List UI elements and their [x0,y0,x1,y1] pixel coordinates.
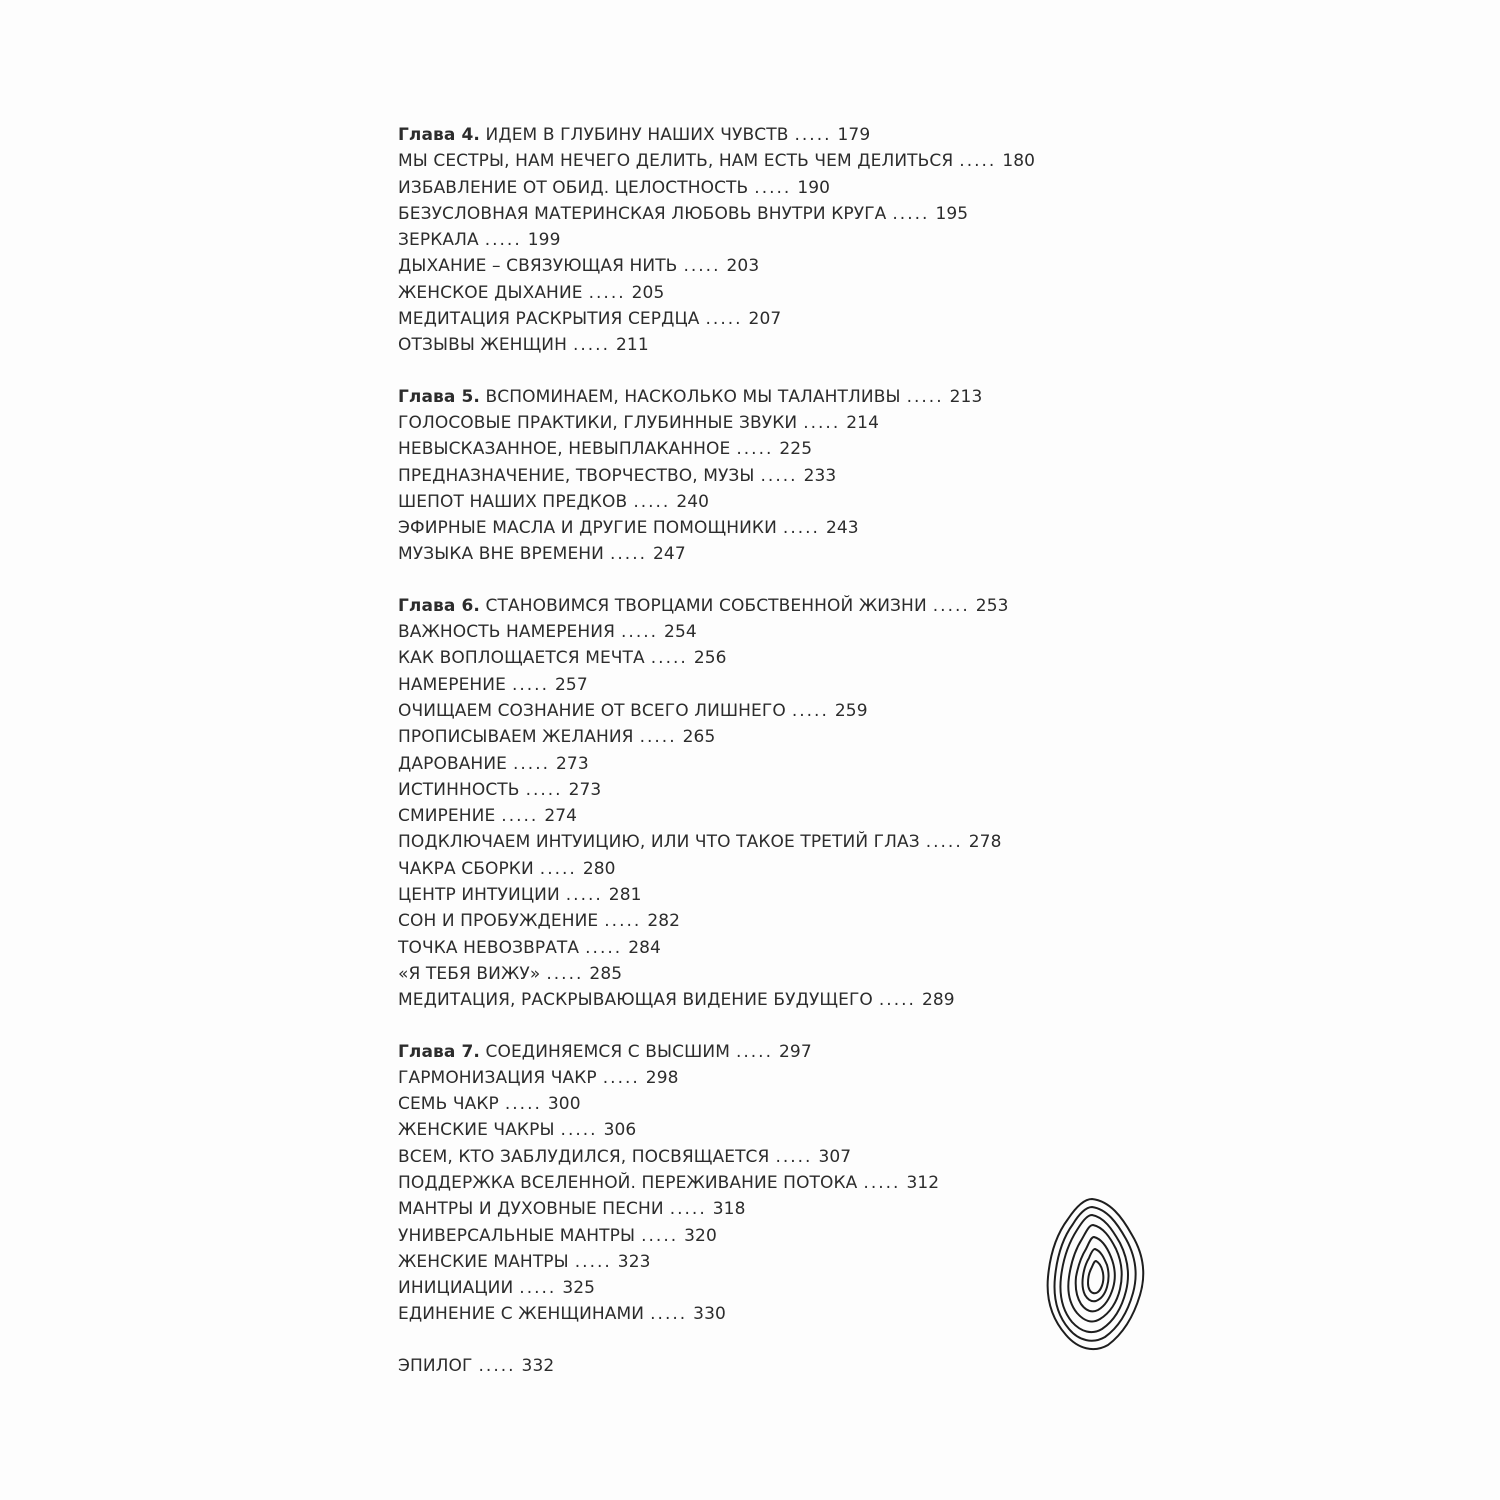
entry-title: ГАРМОНИЗАЦИЯ ЧАКР [398,1067,597,1088]
entry-title: НЕВЫСКАЗАННОЕ, НЕВЫПЛАКАННОЕ [398,439,731,460]
entry-title: ЕДИНЕНИЕ С ЖЕНЩИНАМИ [398,1304,645,1325]
dot-leader: ..... [650,648,688,669]
dot-leader: ..... [878,990,916,1011]
toc-entry [398,987,1158,1013]
dot-leader: ..... [650,1304,688,1325]
page-number: 312 [906,1172,940,1193]
dot-leader: ..... [602,1067,640,1088]
entry-title: ИДЕМ В ГЛУБИНУ НАШИХ ЧУВСТВ [485,125,789,145]
toc-entry [398,645,1158,671]
toc-entry [398,724,1158,750]
entry-title: ЧАКРА СБОРКИ [398,858,534,879]
dot-leader: ..... [683,256,721,277]
page-number: 259 [834,700,868,721]
page-number: 282 [647,911,681,932]
epilogue-entry [398,1353,1158,1379]
page-number: 190 [797,177,831,198]
page-number: 330 [693,1304,726,1325]
page-number: 199 [527,230,561,251]
dot-leader: ..... [565,885,603,906]
dot-leader: ..... [511,674,549,695]
dot-leader: ..... [925,832,963,853]
toc-entry [398,908,1158,934]
entry-title: ИНИЦИАЦИИ [398,1278,514,1299]
toc-entry [398,1170,1158,1196]
chapter-label: Глава 6. [398,595,480,616]
dot-leader: ..... [803,412,841,433]
entry-title: СЕМЬ ЧАКР [398,1094,499,1115]
entry-title: ОЧИЩАЕМ СОЗНАНИЕ ОТ ВСЕГО ЛИШНЕГО [398,700,786,721]
dot-leader: ..... [574,1251,612,1272]
page-number: 233 [803,465,837,486]
chapter-spacer [398,568,1158,593]
toc-entry [398,332,1158,358]
page-number: 274 [544,806,578,827]
chapter-label: Глава 4. [398,125,480,145]
dot-leader: ..... [794,125,832,145]
entry-title: СОЕДИНЯЕМСЯ С ВЫСШИМ [485,1041,730,1062]
entry-title: ВСЕМ, КТО ЗАБЛУДИЛСЯ, ПОСВЯЩАЕТСЯ [398,1146,770,1167]
toc-entry [398,882,1158,908]
entry-title: МЫ СЕСТРЫ, НАМ НЕЧЕГО ДЕЛИТЬ, НАМ ЕСТЬ ЧЕМ ДЕЛИТЬСЯ [398,151,954,172]
toc-entry [398,961,1158,987]
dot-leader: ..... [669,1199,707,1220]
toc-entry [398,463,1158,489]
dot-leader: ..... [782,518,820,539]
entry-title: ПРОПИСЫВАЕМ ЖЕЛАНИЯ [398,727,634,748]
entry-title: ОТЗЫВЫ ЖЕНЩИН [398,335,567,356]
dot-leader: ..... [791,700,829,721]
dot-leader: ..... [588,282,626,303]
entry-title: ШЕПОТ НАШИХ ПРЕДКОВ [398,491,628,512]
entry-title: СТАНОВИМСЯ ТВОРЦАМИ СОБСТВЕННОЙ ЖИЗНИ [485,595,927,616]
page-number: 289 [921,990,955,1011]
page-number: 253 [975,595,1009,616]
page-number: 213 [949,386,983,407]
page-number: 179 [837,125,871,145]
entry-title: МЕДИТАЦИЯ РАСКРЫТИЯ СЕРДЦА [398,309,700,330]
dot-leader: ..... [484,230,522,251]
entry-title: УНИВЕРСАЛЬНЫЕ МАНТРЫ [398,1225,636,1246]
dot-leader: ..... [572,335,610,356]
toc-entry [398,175,1158,201]
page-number: 273 [556,753,589,774]
entry-title: ПРЕДНАЗНАЧЕНИЕ, ТВОРЧЕСТВО, МУЗЫ [398,465,755,486]
dot-leader: ..... [539,858,577,879]
dot-leader: ..... [906,386,944,407]
toc-entry [398,619,1158,645]
dot-leader: ..... [775,1146,813,1167]
page-number: 243 [825,518,859,539]
entry-title: ДЫХАНИЕ – СВЯЗУЮЩАЯ НИТЬ [398,256,678,277]
toc-entry [398,1144,1158,1170]
entry-title: ПОДКЛЮЧАЕМ ИНТУИЦИЮ, ИЛИ ЧТО ТАКОЕ ТРЕТИЙ ГЛАЗ [398,832,920,853]
toc-entry [398,436,1158,462]
toc-entry [398,1065,1158,1091]
page-number: 298 [645,1067,679,1088]
toc-entry [398,777,1158,803]
page-number: 307 [818,1146,852,1167]
toc-entry [398,515,1158,541]
dot-leader: ..... [519,1278,557,1299]
dot-leader: ..... [525,779,563,800]
chapter-label: Глава 7. [398,1041,480,1062]
toc-entry [398,306,1158,332]
entry-title: СМИРЕНИЕ [398,806,496,827]
entry-title: ИСТИННОСТЬ [398,779,520,800]
toc-entry [398,227,1158,253]
page-number: 323 [617,1251,651,1272]
entry-title: ЦЕНТР ИНТУИЦИИ [398,885,560,906]
entry-title: ЖЕНСКИЕ МАНТРЫ [398,1251,569,1272]
page-number: 203 [726,256,760,277]
table-of-contents [398,122,1158,1379]
entry-title: ГОЛОСОВЫЕ ПРАКТИКИ, ГЛУБИННЫЕ ЗВУКИ [398,412,798,433]
page-number: 280 [582,858,616,879]
page-number: 318 [712,1199,746,1220]
page-number: 195 [935,203,969,224]
toc-entry [398,541,1158,567]
dot-leader: ..... [705,309,743,330]
page-number: 205 [631,282,665,303]
page-number: 325 [562,1278,596,1299]
page-number: 332 [521,1355,555,1376]
page-number: 273 [568,779,602,800]
dot-leader: ..... [585,937,623,958]
dot-leader: ..... [754,177,792,198]
toc-entry [398,1117,1158,1143]
dot-leader: ..... [604,911,642,932]
toc-entry [398,935,1158,961]
page-number: 225 [779,439,813,460]
entry-title: ЖЕНСКОЕ ДЫХАНИЕ [398,282,583,303]
page-number: 247 [653,544,686,565]
toc-entry [398,253,1158,279]
entry-title: СОН И ПРОБУЖДЕНИЕ [398,911,599,932]
page-number: 300 [547,1094,581,1115]
toc-entry [398,410,1158,436]
toc-entry [398,489,1158,515]
dot-leader: ..... [560,1120,598,1141]
dot-leader: ..... [959,151,997,172]
dot-leader: ..... [760,465,798,486]
toc-entry [398,201,1158,227]
dot-leader: ..... [641,1225,679,1246]
entry-title: НАМЕРЕНИЕ [398,674,506,695]
page-number: 278 [968,832,1002,853]
entry-title: ЗЕРКАЛА [398,230,479,251]
dot-leader: ..... [633,491,671,512]
page-number: 207 [748,309,782,330]
page-number: 257 [555,674,588,695]
dot-leader: ..... [932,595,970,616]
dot-leader: ..... [478,1355,516,1376]
page-number: 306 [603,1120,637,1141]
toc-entry [398,803,1158,829]
dot-leader: ..... [504,1094,542,1115]
dot-leader: ..... [501,806,539,827]
entry-title: ЖЕНСКИЕ ЧАКРЫ [398,1120,555,1141]
page-number: 240 [676,491,710,512]
chapter-heading [398,384,1158,410]
toc-entry [398,672,1158,698]
entry-title: ПОДДЕРЖКА ВСЕЛЕННОЙ. ПЕРЕЖИВАНИЕ ПОТОКА [398,1172,858,1193]
dot-leader: ..... [621,622,659,643]
entry-title: ЭПИЛОГ [398,1355,473,1376]
chapter-heading [398,1039,1158,1065]
entry-title: ИЗБАВЛЕНИЕ ОТ ОБИД. ЦЕЛОСТНОСТЬ [398,177,749,198]
page-number: 297 [779,1041,812,1062]
chapter-spacer [398,1014,1158,1039]
dot-leader: ..... [639,727,677,748]
entry-title: ТОЧКА НЕВОЗВРАТА [398,937,580,958]
page-number: 320 [684,1225,717,1246]
entry-title: ЭФИРНЫЕ МАСЛА И ДРУГИЕ ПОМОЩНИКИ [398,518,777,539]
entry-title: ВСПОМИНАЕМ, НАСКОЛЬКО МЫ ТАЛАНТЛИВЫ [485,386,901,407]
dot-leader: ..... [546,963,584,984]
entry-title: ВАЖНОСТЬ НАМЕРЕНИЯ [398,622,616,643]
page-number: 211 [616,335,649,356]
page-number: 256 [693,648,727,669]
page-number: 254 [664,622,697,643]
toc-entry [398,856,1158,882]
toc-entry [398,280,1158,306]
dot-leader: ..... [892,203,930,224]
page-number: 285 [589,963,623,984]
dot-leader: ..... [735,1041,773,1062]
entry-title: МЕДИТАЦИЯ, РАСКРЫВАЮЩАЯ ВИДЕНИЕ БУДУЩЕГО [398,990,873,1011]
entry-title: БЕЗУСЛОВНАЯ МАТЕРИНСКАЯ ЛЮБОВЬ ВНУТРИ КРУГА [398,203,887,224]
chapter-label: Глава 5. [398,386,480,407]
entry-title: МАНТРЫ И ДУХОВНЫЕ ПЕСНИ [398,1199,664,1220]
dot-leader: ..... [512,753,551,774]
page-number: 284 [628,937,661,958]
toc-entry [398,1091,1158,1117]
chapter-spacer [398,359,1158,384]
page-number: 265 [682,727,716,748]
agate-slice-icon [1040,1195,1148,1353]
toc-entry [398,698,1158,724]
entry-title: МУЗЫКА ВНЕ ВРЕМЕНИ [398,544,604,565]
entry-title: «Я ТЕБЯ ВИЖУ» [398,963,541,984]
page-number: 180 [1002,151,1036,172]
chapter-heading [398,593,1158,619]
toc-entry [398,829,1158,855]
chapter-heading [398,122,1158,148]
toc-entry [398,148,1158,174]
entry-title: КАК ВОПЛОЩАЕТСЯ МЕЧТА [398,648,645,669]
toc-entry [398,751,1158,777]
page-number: 281 [608,885,642,906]
dot-leader: ..... [863,1172,901,1193]
entry-title: ДАРОВАНИЕ [398,753,507,774]
dot-leader: ..... [609,544,648,565]
page-number: 214 [846,412,879,433]
dot-leader: ..... [736,439,774,460]
